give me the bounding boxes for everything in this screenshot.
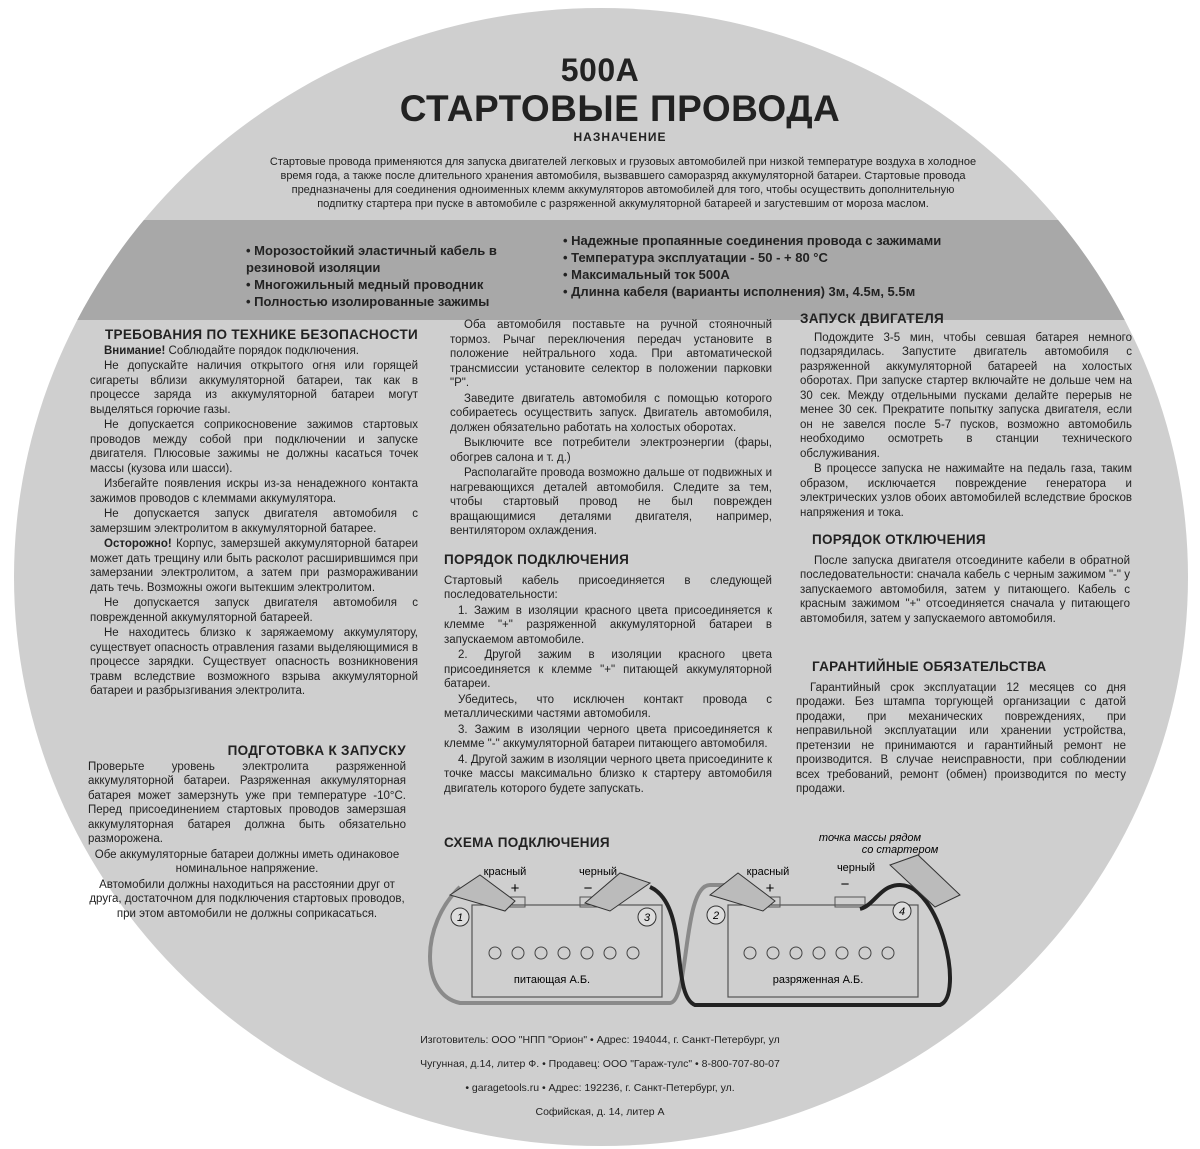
middle-paragraph: Располагайте провода возможно дальше от подвижных и нагревающихся деталей автомобиля. Следите за тем, чтобы стартовый провод не был поврежден вращающимися деталями двигателя, например, вентилятором охлаждения.	[450, 467, 772, 537]
red-label-right: красный	[746, 866, 790, 878]
black-label-right: черный	[836, 862, 876, 874]
marker-4-label: 4	[898, 906, 906, 918]
connect-heading: ПОРЯДОК ПОДКЛЮЧЕНИЯ	[444, 552, 630, 567]
safety-paragraph: Не допускается запуск двигателя автомобиля с замерзшим электролитом в аккумуляторной батарее.	[90, 508, 418, 535]
caution-label: Осторожно!	[104, 538, 172, 550]
prep-paragraph: Проверьте уровень электролита разряженной аккумуляторной батареи. Разряженная аккумуляторная батарея может замерзнуть уже при температуре -10°С. Перед присоединением стартовых проводов замерзшая аккумуляторная батарея должна быть обязательно разморожена.	[88, 760, 406, 845]
connection-diagram	[420, 825, 980, 1025]
purpose-heading: НАЗНАЧЕНИЕ	[573, 130, 667, 144]
feature-item: • Длинна кабеля (варианты исполнения) 3м, 4.5м, 5.5м	[563, 283, 1013, 300]
safety-paragraph: Избегайте появления искры из-за ненадежного контакта зажимов проводов с клеммами аккумулятора.	[90, 478, 418, 505]
disconnect-section	[800, 533, 1130, 627]
schema-heading: СХЕМА ПОДКЛЮЧЕНИЯ	[444, 835, 610, 850]
connect-intro: Стартовый кабель присоединяется в следующей последовательности:	[444, 574, 772, 601]
disconnect-heading: ПОРЯДОК ОТКЛЮЧЕНИЯ	[812, 532, 986, 547]
marker-3-label: 3	[643, 912, 651, 924]
start-section	[800, 312, 1132, 521]
safety-paragraph: Не допускайте наличия открытого огня или горящей сигареты вблизи аккумуляторной батареи, так как в процессе заряда из аккумуляторной батареи могут выделяться горючие газы.	[90, 360, 418, 416]
minus-sign-right: −	[840, 876, 850, 893]
connect-step: 4. Другой зажим в изоляции черного цвета присоедините к точке массы максимально близко к стартеру автомобиля двигатель которого будете запускать.	[444, 753, 772, 795]
purpose-text: Стартовые провода применяются для запуска двигателей легковых и грузовых автомобилей при низкой температуре воздуха в холодное время года, а также после длительного хранения автомобиля, вызвавшего саморазряд аккумуляторной батареи. Стартовые провода предназначены для соединения одноименных клемм аккумуляторов автомобилей для того, чтобы осуществить дополнительную подпитку стартера при пуске в автомобиле с разряженной аккумуляторной батареей и загустевшим от мороза маслом.	[269, 156, 977, 210]
footer-line: • garagetools.ru • Адрес: 192236, г. Санкт-Петербург, ул.	[465, 1082, 735, 1094]
prep-paragraph: Обе аккумуляторные батареи должны иметь одинаковое номинальное напряжение.	[94, 848, 400, 875]
connect-step: 2. Другой зажим в изоляции красного цвета присоединяется к клемме "+" питающей аккумуляторной батареи.	[444, 649, 772, 690]
warranty-heading: ГАРАНТИЙНЫЕ ОБЯЗАТЕЛЬСТВА	[812, 659, 1047, 674]
middle-section	[450, 318, 772, 540]
ground-label-line1: точка массы рядом	[818, 832, 922, 844]
feature-item: • Температура эксплуатации - 50 - + 80 °C	[563, 249, 1013, 266]
cell-caps-left	[489, 947, 639, 959]
start-paragraph: Подождите 3-5 мин, чтобы севшая батарея немного подзарядилась. Запустите двигатель автомобиля с разряженной аккумуляторной батареей на холостых оборотах. При запуске стартер включайте не дольше чем на 30 сек. Между отдельными пусками делайте перерыв не менее 30 сек. Прекратите попытку запуска двигателя, если он не завелся после 5-7 пусков, возможно автомобиль необходимо осмотреть в станции технического обслуживания.	[800, 331, 1132, 460]
feature-item: • Надежные пропаянные соединения провода с зажимами	[563, 232, 1013, 249]
feature-item: • Морозостойкий эластичный кабель в резиновой изоляции	[246, 242, 546, 276]
safety-paragraph: Не допускается соприкосновение зажимов стартовых проводов между собой при подключении и запуске двигателя. Плюсовые зажимы не должны касаться точек массы (кузова или шасси).	[90, 419, 418, 475]
warranty-paragraph: Гарантийный срок эксплуатации 12 месяцев со дня продажи. Без штампа торгующей организации с датой продажи, при механических повреждениях, при неправильной эксплуатации или хранении устройства, претензии не принимаются и гарантийный ремонт не производится. В случае неисправности, при соблюдении всех требований, ремонт (обмен) производится по месту продажи.	[796, 681, 1126, 795]
features-right-list	[563, 232, 1013, 300]
safety-section	[90, 328, 418, 700]
footer-line: Софийская, д. 14, литер А	[535, 1106, 665, 1118]
feature-item: • Максимальный ток 500А	[563, 266, 1013, 283]
safety-paragraph: Не допускается запуск двигателя автомобиля с поврежденной аккумуляторной батареей.	[90, 597, 418, 624]
black-label-left: черный	[578, 866, 618, 878]
title-amperage: 500A	[560, 52, 640, 88]
ground-label-line2: со стартером	[861, 844, 939, 856]
prep-heading: ПОДГОТОВКА К ЗАПУСКУ	[227, 743, 406, 758]
plus-sign-left: +	[510, 880, 520, 897]
safety-paragraph: Не находитесь близко к заряжаемому аккумулятору, существует опасность отравления газами выделяющимися в процессе зарядки. Существует опасность возникновения травм вследствие возможного взрыва аккумуляторной батареи и разбрызгивания электролита.	[90, 627, 418, 697]
warranty-section	[796, 660, 1126, 798]
prep-section	[88, 744, 406, 922]
disconnect-paragraph: После запуска двигателя отсоедините кабели в обратной последовательности: сначала кабель с черным зажимом "-" у запускаемого автомобиля, затем у питающего. Кабель с красным зажимом "+" отсоединяется сначала у питающего автомобиля, затем у запускаемого автомобиля.	[800, 554, 1130, 625]
title-product: СТАРТОВЫЕ ПРОВОДА	[399, 88, 841, 129]
connect-step: 3. Зажим в изоляции черного цвета присоединяется к клемме "-" аккумуляторной батареи питающего автомобиля.	[444, 723, 772, 750]
footer-line: Изготовитель: ООО "НПП "Орион" • Адрес: 194044, г. Санкт-Петербург, ул	[420, 1034, 780, 1046]
features-left-list	[246, 242, 546, 310]
marker-1-label: 1	[456, 912, 464, 924]
warning-label: Внимание!	[104, 344, 166, 357]
caution-text: Корпус, замерзшей аккумуляторной батареи может дать трещину или быть расколот расширившимся при замерзании электролитом, а затем при размораживании дать течь. Возможны ожоги вытекшим электролитом.	[90, 538, 418, 594]
footer-line: Чугунная, д.14, литер Ф. • Продавец: ООО "Гараж-тулс" • 8-800-707-80-07	[420, 1058, 780, 1070]
start-paragraph: В процессе запуска не нажимайте на педаль газа, таким образом, исключается повреждение генератора и электрических узлов обоих автомобилей вследствие бросков напряжения и тока.	[800, 463, 1132, 519]
warning-text: Соблюдайте порядок подключения.	[165, 344, 359, 357]
middle-paragraph: Выключите все потребители электроэнергии (фары, обогрев салона и т. д.)	[450, 437, 772, 464]
feature-item: • Полностью изолированные зажимы	[246, 293, 546, 310]
cell-caps-right	[744, 947, 894, 959]
middle-paragraph: Оба автомобиля поставьте на ручной стояночный тормоз. Рычаг переключения передач установите в положение нейтрального хода. При автоматической трансмиссии установите селектор в положении парковки "Р".	[450, 319, 772, 389]
marker-2-label: 2	[712, 910, 720, 922]
middle-paragraph: Заведите двигатель автомобиля с помощью которого собираетесь осуществить запуск. Двигатель автомобиля, должен обязательно работать на холостых оборотах.	[450, 392, 772, 434]
battery-left-label: питающая А.Б.	[513, 974, 591, 986]
minus-sign-left: −	[583, 880, 593, 897]
safety-heading: ТРЕБОВАНИЯ ПО ТЕХНИКЕ БЕЗОПАСНОСТИ	[104, 327, 418, 342]
plus-sign-right: +	[765, 880, 775, 897]
connect-step: 1. Зажим в изоляции красного цвета присоединяется к клемме "+" разряженной аккумуляторной батареи в запускаемом автомобиле.	[444, 604, 772, 646]
battery-right-label: разряженная А.Б.	[772, 974, 864, 986]
red-label-left: красный	[483, 866, 527, 878]
start-heading: ЗАПУСК ДВИГАТЕЛЯ	[800, 311, 945, 326]
manufacturer-footer	[330, 1028, 870, 1124]
prep-paragraph: Автомобили должны находиться на расстоянии друг от друга, достаточном для подключения стартовых проводов, при этом автомобили не должны соприкасаться.	[89, 878, 405, 920]
connect-step: Убедитесь, что исключен контакт провода с металлическими частями автомобиля.	[444, 693, 772, 720]
feature-item: • Многожильный медный проводник	[246, 276, 546, 293]
connect-section	[444, 553, 772, 797]
